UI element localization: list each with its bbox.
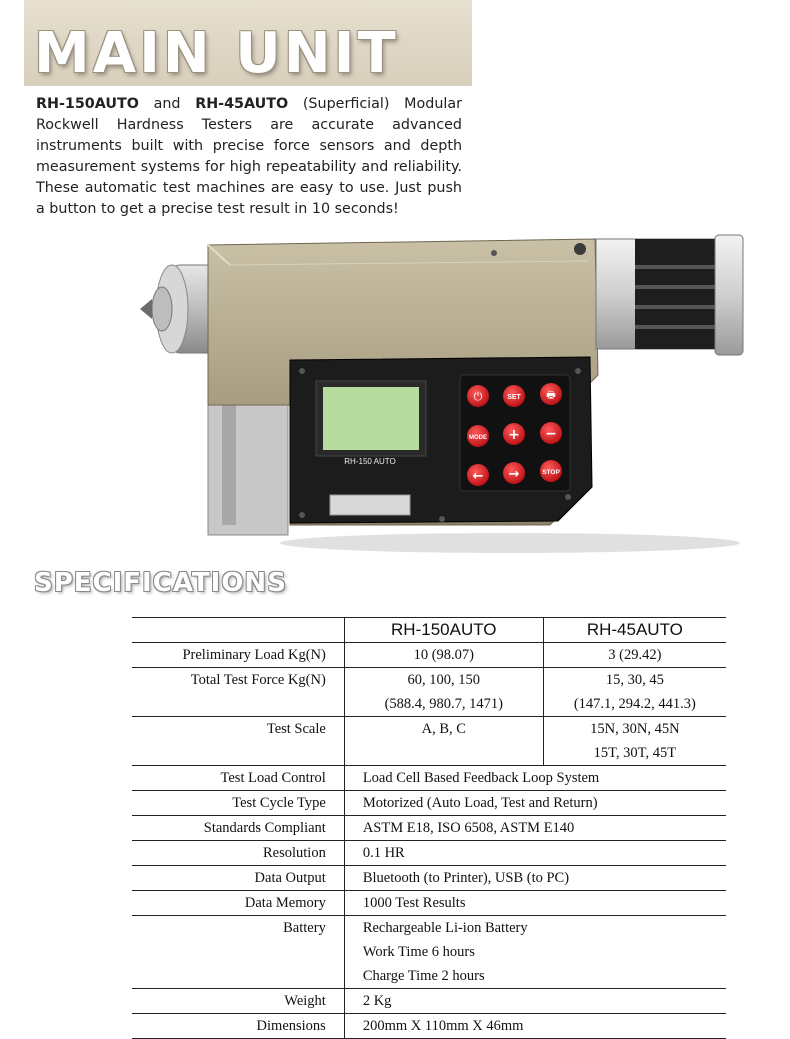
device-illustration [130, 225, 760, 555]
column-header: RH-45AUTO [543, 618, 726, 643]
table-row [132, 989, 726, 1014]
intro-and: and [138, 96, 196, 112]
table-row [132, 866, 726, 891]
row-label: Test Load Control [132, 766, 344, 791]
cell-value: 60, 100, 150 [344, 668, 543, 693]
cell-value: 1000 Test Results [344, 891, 726, 916]
key-label: ← [472, 469, 484, 484]
cell-value: (588.4, 980.7, 1471) [344, 692, 543, 717]
model-name-2: RH-45AUTO [195, 96, 289, 112]
cell-value: 2 Kg [344, 989, 726, 1014]
key-label: − [545, 426, 557, 442]
column-header: RH-150AUTO [344, 618, 543, 643]
row-label: Dimensions [132, 1014, 344, 1039]
table-row [132, 668, 726, 693]
row-label: Standards Compliant [132, 816, 344, 841]
row-label: Preliminary Load Kg(N) [132, 643, 344, 668]
row-label: Battery [283, 919, 326, 936]
cell-value: Work Time 6 hours [344, 940, 726, 964]
cell-value: 200mm X 110mm X 46mm [344, 1014, 726, 1039]
model-name-1: RH-150AUTO [36, 96, 139, 112]
intro-text: (Superficial) Modular Rockwell Hardness Testers are accurate advanced instruments built with precise force sensors and depth measurement systems for high repeatability and reliability. These automatic test machines are easy to use. Just push a button to get a precise test result in 10 seconds! [36, 96, 462, 217]
table-row [132, 841, 726, 866]
table-header-row [132, 618, 726, 643]
cell-value: Rechargeable Li-ion Battery [344, 916, 726, 941]
specifications-table [132, 617, 726, 1039]
table-row [132, 717, 726, 742]
cell-value: Bluetooth (to Printer), USB (to PC) [344, 866, 726, 891]
cell-value: 0.1 HR [344, 841, 726, 866]
cell-value: Motorized (Auto Load, Test and Return) [344, 791, 726, 816]
table-row [132, 741, 726, 766]
cell-value: Load Cell Based Feedback Loop System [344, 766, 726, 791]
page-title: MAIN UNIT [34, 21, 399, 86]
cell-value: A, B, C [344, 717, 543, 742]
cell-value: 15T, 30T, 45T [543, 741, 726, 766]
table-row [132, 766, 726, 791]
header-empty [132, 618, 344, 643]
table-row [132, 1014, 726, 1039]
cell-value: Charge Time 2 hours [344, 964, 726, 989]
key-label: → [508, 467, 520, 482]
table-row [132, 791, 726, 816]
table-row [132, 964, 726, 989]
table-row [132, 891, 726, 916]
key-label: + [508, 427, 520, 443]
table-row [132, 643, 726, 668]
row-label: Weight [132, 989, 344, 1014]
cell-value: 15N, 30N, 45N [543, 717, 726, 742]
row-label: Total Test Force Kg(N) [190, 671, 326, 688]
table-row [132, 940, 726, 964]
cell-value: ASTM E18, ISO 6508, ASTM E140 [344, 816, 726, 841]
row-label: Test Cycle Type [132, 791, 344, 816]
cell-value: 15, 30, 45 [543, 668, 726, 693]
row-label: Data Output [132, 866, 344, 891]
device-model-label: RH-150 AUTO [344, 457, 396, 466]
key-label: 🖶 [546, 390, 556, 401]
cell-value: 3 (29.42) [543, 643, 726, 668]
intro-paragraph [36, 94, 462, 220]
specifications-heading: SPECIFICATIONS [34, 568, 287, 598]
table-row [132, 692, 726, 717]
key-label: MODE [469, 435, 487, 441]
row-label: Data Memory [132, 891, 344, 916]
table-row [132, 816, 726, 841]
cell-value: (147.1, 294.2, 441.3) [543, 692, 726, 717]
row-label: Test Scale [266, 720, 326, 737]
keypad [467, 383, 562, 486]
key-label: STOP [542, 469, 560, 476]
key-label: ⏻ [473, 390, 483, 403]
cell-value: 10 (98.07) [344, 643, 543, 668]
row-label: Resolution [132, 841, 344, 866]
table-row [132, 916, 726, 941]
key-label: SET [507, 394, 521, 401]
